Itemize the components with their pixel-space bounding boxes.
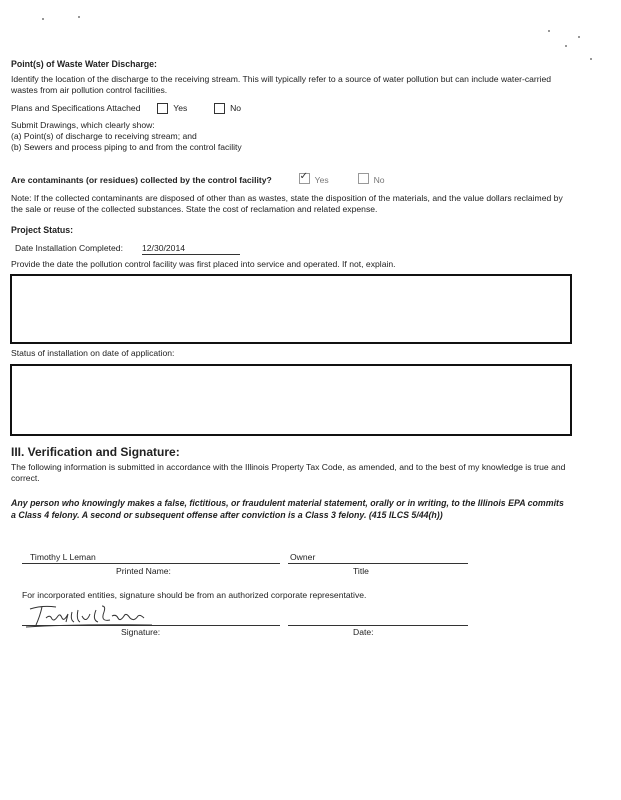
contaminants-no-checkbox[interactable] [358,173,369,184]
explanation-textbox[interactable] [10,274,572,344]
plans-row [11,103,241,114]
provide-date-text: Provide the date the pollution control facility was first placed into service and operated. If not, explain. [11,259,396,269]
discharge-heading: Point(s) of Waste Water Discharge: [11,59,157,69]
plans-yes-checkbox[interactable] [157,103,168,114]
contaminants-yes-checkbox[interactable] [299,173,310,184]
plans-label: Plans and Specifications Attached [11,103,141,113]
contaminants-yes-label: Yes [314,175,329,185]
discharge-description: Identify the location of the discharge to the receiving stream. This will typically refer to a source of water pollution but can include water-carried wastes from air pollution control facilities. [11,74,552,95]
incorporated-note: For incorporated entities, signature should be from an authorized corporate representative. [22,590,367,600]
contaminants-no-label: No [373,175,385,185]
printed-name-label: Printed Name: [116,566,171,576]
scan-speck [590,58,592,60]
scan-speck [78,16,80,18]
installation-date-value[interactable]: 12/30/2014 [142,243,240,255]
title-value[interactable]: Owner [288,552,468,564]
scan-speck [548,30,550,32]
date-label: Date: [353,627,374,637]
installation-status-textbox[interactable] [10,364,572,436]
signature-label: Signature: [121,627,161,637]
contaminants-note: Note: If the collected contaminants are disposed of other than as wastes, state the disposition of the materials, and the value dollars reclaimed by the sale or reuse of the collected substances. State the cost of reclamation and related expense. [11,193,563,214]
title-label: Title [353,566,369,576]
handwritten-signature [22,600,162,628]
installation-status-label: Status of installation on date of application: [11,348,175,358]
contaminants-row [11,170,385,188]
plans-no-checkbox[interactable] [214,103,225,114]
project-status-heading: Project Status: [11,225,74,235]
submit-intro: Submit Drawings, which clearly show: [11,120,155,130]
signature-field[interactable] [22,600,280,626]
verification-warning: Any person who knowingly makes a false, fictitious, or fraudulent material statement, orally or in writing, to the Illinois EPA commits a Class 4 felony. A second or subsequent offense after conviction is a Class 3 felony. (415 ILCS 5/44(h)) [11,498,564,520]
verification-statement: The following information is submitted in accordance with the Illinois Property Tax Code, as amended, and to the best of my knowledge is true and correct. [11,462,566,483]
submit-item-b: (b) Sewers and process piping to and from the control facility [11,142,242,152]
scan-speck [578,36,580,38]
date-field[interactable] [288,624,468,626]
plans-yes-label: Yes [173,103,188,113]
scan-speck [42,18,44,20]
verification-heading: III. Verification and Signature: [11,445,180,459]
submit-item-a: (a) Point(s) of discharge to receiving stream; and [11,131,197,141]
plans-no-label: No [230,103,242,113]
printed-name-value[interactable]: Timothy L Leman [22,552,280,564]
installation-date-label: Date Installation Completed: [15,243,123,253]
scan-speck [565,45,567,47]
contaminants-question: Are contaminants (or residues) collected by the control facility? [11,175,272,185]
